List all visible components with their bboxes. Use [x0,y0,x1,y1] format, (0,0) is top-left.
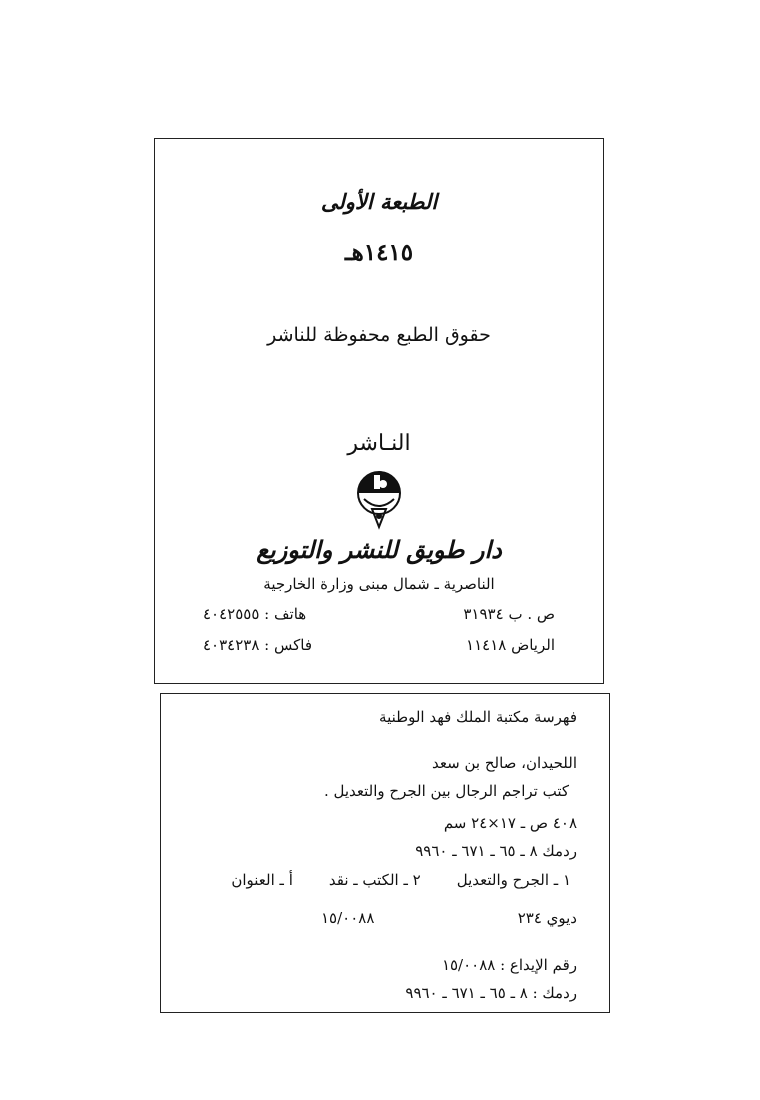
catalog-book-title: كتب تراجم الرجال بين الجرح والتعديل . [323,782,569,800]
fax-number: فاكس : ٤٠٣٤٢٣٨ [203,636,313,654]
edition-label: الطبعة الأولى [320,189,438,214]
catalog-subject-1: ١ ـ الجرح والتعديل [456,871,571,889]
publisher-heading: النـاشر [347,431,411,456]
catalog-isbn: ردمك ٨ ـ ٦٥ ـ ٦٧١ ـ ٩٩٦٠ [415,842,577,860]
phone-number: هاتف : ٤٠٤٢٥٥٥ [203,605,307,623]
catalog-subject-2: ٢ ـ الكتب ـ نقد [328,871,421,889]
catalog-isbn-2: ردمك : ٨ ـ ٦٥ ـ ٦٧١ ـ ٩٩٦٠ [405,984,577,1002]
catalog-box [160,693,610,1013]
publisher-name: دار طويق للنشر والتوزيع [256,535,502,564]
catalog-subjects [231,871,571,889]
catalog-subject-3: أ ـ العنوان [231,871,293,889]
copyright-box [154,138,604,684]
catalog-pages: ٤٠٨ ص ـ ١٧×٢٤ سم [443,814,577,832]
rights-notice: حقوق الطبع محفوظة للناشر [267,324,491,346]
edition-year: ١٤١٥هـ [344,239,414,266]
catalog-title: فهرسة مكتبة الملك فهد الوطنية [379,708,577,726]
catalog-author: اللحيدان، صالح بن سعد [432,754,577,772]
catalog-dewey-number: ١٥/٠٠٨٨ [321,909,375,927]
publisher-address: الناصرية ـ شمال مبنى وزارة الخارجية [263,575,495,593]
publisher-logo-icon [350,469,408,535]
catalog-deposit: رقم الإيداع : ١٥/٠٠٨٨ [441,956,577,974]
po-box: ص . ب ٣١٩٣٤ [463,605,555,623]
catalog-dewey: ديوي ٢٣٤ [517,909,577,927]
city-postal: الرياض ١١٤١٨ [466,636,555,654]
